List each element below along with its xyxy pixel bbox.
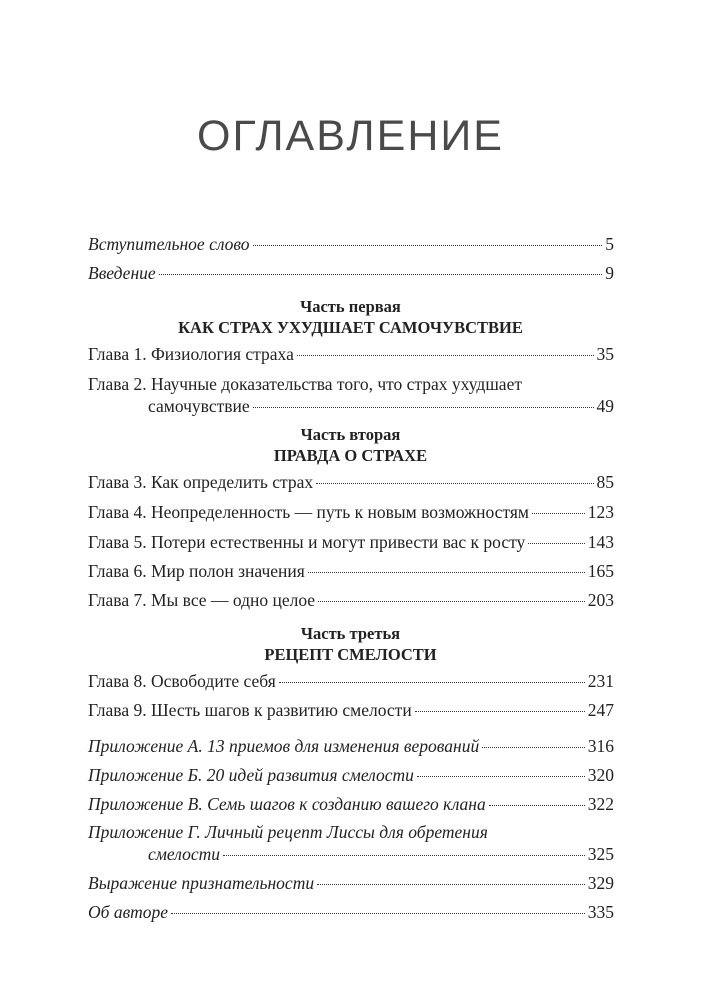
toc-leader-dots	[308, 572, 585, 573]
part-label: Часть третья	[300, 624, 401, 643]
part-label: Часть вторая	[300, 425, 401, 444]
toc-entry-label: самочувствие	[148, 396, 250, 416]
toc-entry-chapter-9[interactable]	[88, 699, 614, 721]
toc-entry-page: 35	[596, 344, 614, 364]
toc-entry-label: Приложение В. Семь шагов к созданию вашего клана	[88, 794, 486, 814]
part-title: РЕЦЕПТ СМЕЛОСТИ	[264, 645, 437, 664]
toc-leader-dots	[317, 884, 585, 885]
toc-leader-dots	[297, 355, 594, 356]
toc-entry-label: Глава 7. Мы все — одно целое	[88, 590, 316, 610]
toc-entry-page: 5	[605, 234, 614, 254]
toc-entry-label: Глава 6. Мир полон значения	[88, 561, 305, 581]
toc-entry-chapter-3[interactable]	[88, 471, 614, 493]
toc-entry-label: Об авторе	[88, 902, 169, 922]
toc-entry-label: Приложение А. 13 приемов для изменения верований	[88, 736, 480, 756]
toc-entry-label: смелости	[148, 844, 221, 864]
toc-entry-label: Глава 9. Шесть шагов к развитию смелости	[88, 700, 412, 720]
toc-entry-page: 203	[587, 590, 614, 610]
toc-leader-dots	[253, 245, 603, 246]
toc-entry-page: 247	[587, 700, 614, 720]
toc-entry-chapter-8[interactable]	[88, 670, 614, 692]
toc-entry-label: Вступительное слово	[88, 234, 250, 254]
toc-entry-appendix-v[interactable]	[88, 793, 614, 815]
toc-entry-label: Выражение признательности	[88, 873, 315, 893]
part-title: КАК СТРАХ УХУДШАЕТ САМОЧУВСТВИЕ	[178, 318, 523, 337]
toc-leader-dots	[318, 601, 585, 602]
toc-leader-dots	[489, 805, 585, 806]
toc-entry-page: 165	[587, 561, 614, 581]
toc-entry-appendix-a[interactable]	[88, 735, 614, 757]
toc-entry-appendix-b[interactable]	[88, 764, 614, 786]
toc-entry-label: Глава 4. Неопределенность — путь к новым возможностям	[88, 502, 529, 522]
toc-entry-appendix-g[interactable]	[148, 843, 614, 865]
toc-leader-dots	[159, 274, 603, 275]
toc-leader-dots	[528, 543, 584, 544]
toc-entry-page: 85	[596, 472, 614, 492]
toc-entry-page: 322	[587, 794, 614, 814]
toc-entry-label: Приложение Б. 20 идей развития смелости	[88, 765, 414, 785]
toc-entry-page: 329	[587, 873, 614, 893]
toc-leader-dots	[253, 407, 594, 408]
toc-entry-chapter-4[interactable]	[88, 501, 614, 523]
toc-entry-page: 320	[587, 765, 614, 785]
toc-entry-label: Глава 5. Потери естественны и могут привести вас к росту	[88, 532, 526, 552]
toc-entry-label: Глава 8. Освободите себя	[88, 671, 276, 691]
toc-entry-page: 49	[596, 396, 614, 416]
toc-entry-page: 335	[587, 902, 614, 922]
toc-entry-page: 231	[587, 671, 614, 691]
toc-entry-acknowledgements[interactable]	[88, 872, 614, 894]
toc-entry-foreword[interactable]	[88, 233, 614, 255]
toc-entry-page: 316	[587, 736, 614, 756]
toc-entry-introduction[interactable]	[88, 262, 614, 284]
toc-entry-about-author[interactable]	[88, 901, 614, 923]
toc-entry-appendix-g-line1[interactable]: Приложение Г. Личный рецепт Лиссы для обретения	[88, 822, 488, 842]
toc-entry-chapter-1[interactable]	[88, 343, 614, 365]
toc-leader-dots	[171, 913, 585, 914]
toc-leader-dots	[532, 513, 585, 514]
part-label: Часть первая	[300, 297, 401, 316]
toc-entry-page: 143	[587, 532, 614, 552]
toc-leader-dots	[223, 855, 585, 856]
toc-leader-dots	[482, 747, 585, 748]
toc-entry-page: 9	[605, 263, 614, 283]
toc-leader-dots	[316, 483, 593, 484]
toc-leader-dots	[417, 776, 585, 777]
toc-entry-chapter-6[interactable]	[88, 560, 614, 582]
toc-entry-chapter-7[interactable]	[88, 589, 614, 611]
toc-entry-page: 325	[587, 844, 614, 864]
toc-entry-page: 123	[587, 502, 614, 522]
toc-entry-chapter-2[interactable]	[148, 395, 614, 417]
toc-entry-label: Глава 3. Как определить страх	[88, 472, 314, 492]
toc-entry-chapter-2-line1[interactable]: Глава 2. Научные доказательства того, что страх ухудшает	[88, 374, 522, 394]
toc-entry-chapter-5[interactable]	[88, 531, 614, 553]
page-title: ОГЛАВЛЕНИЕ	[197, 112, 504, 160]
toc-entry-label: Глава 1. Физиология страха	[88, 344, 294, 364]
toc-leader-dots	[279, 682, 585, 683]
toc-entry-label: Введение	[88, 263, 156, 283]
toc-leader-dots	[415, 711, 585, 712]
part-title: ПРАВДА О СТРАХЕ	[273, 446, 428, 465]
